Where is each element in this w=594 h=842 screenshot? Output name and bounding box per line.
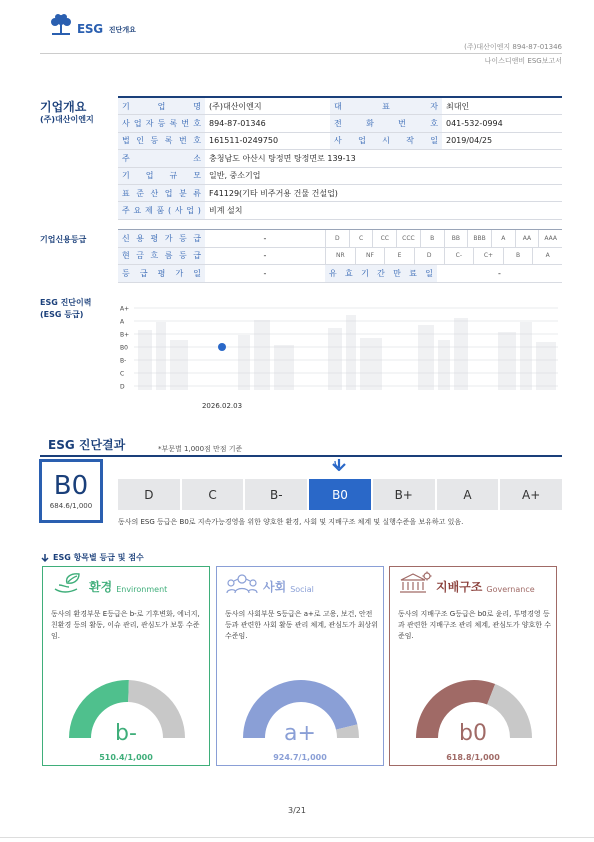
overview-label: 기 업 명 bbox=[118, 98, 205, 114]
result-note: *부문별 1,000점 만점 기준 bbox=[158, 445, 243, 453]
overview-label: 대 표 자 bbox=[330, 98, 442, 114]
credit-scale-cell: D bbox=[325, 230, 349, 247]
credit-scale-cell: C- bbox=[444, 248, 474, 265]
overview-row bbox=[118, 168, 562, 185]
overview-label: 사 업 시 작 일 bbox=[330, 133, 442, 149]
credit-row bbox=[118, 265, 562, 283]
credit-table bbox=[118, 229, 562, 283]
grade-pointer-icon bbox=[331, 458, 347, 476]
credit-scale-cell: AAA bbox=[538, 230, 562, 247]
credit-scale-cell: A bbox=[532, 248, 562, 265]
credit-scale-cell: D bbox=[414, 248, 444, 265]
result-description: 동사의 ESG 등급은 B0로 지속가능경영을 위한 양호한 환경, 사회 및 지배구조 체계 및 실행수준을 보유하고 있음. bbox=[118, 518, 464, 526]
logo-subtitle: 진단개요 bbox=[108, 26, 136, 34]
overall-score: 684.6/1,000 bbox=[49, 502, 93, 510]
items-title-text: ESG 항목별 등급 및 점수 bbox=[53, 553, 144, 562]
credit-date-label: 등 급 평 가 일 bbox=[118, 265, 205, 282]
grade-scale-cell: A bbox=[437, 479, 499, 510]
social-name: 사회 bbox=[263, 580, 287, 594]
header-company-line: (주)대산이엔지 894-87-01346 bbox=[464, 43, 562, 51]
social-grade: a+ bbox=[284, 721, 316, 746]
building-gear-icon bbox=[398, 571, 432, 595]
overview-value: (주)대산이엔지 bbox=[209, 101, 262, 111]
history-title-line1: ESG 진단이력 bbox=[40, 298, 92, 307]
overview-value: 일반, 중소기업 bbox=[209, 171, 261, 181]
history-point bbox=[218, 343, 226, 351]
result-divider bbox=[40, 455, 562, 457]
grade-scale-cell: A+ bbox=[500, 479, 562, 510]
credit-row bbox=[118, 230, 562, 248]
governance-desc: 동사의 지배구조 G등급은 b0로 윤리, 투명경영 등과 관련한 지배구조 관리 체계, 관심도가 양호한 수준임. bbox=[398, 610, 552, 640]
governance-card bbox=[389, 566, 557, 766]
logo-text: ESG bbox=[77, 22, 103, 36]
items-title bbox=[40, 552, 144, 563]
credit-expiry-value: - bbox=[498, 268, 501, 278]
overall-grade-box bbox=[39, 459, 103, 523]
credit-scale bbox=[325, 248, 562, 265]
history-y-label: B0 bbox=[120, 344, 128, 352]
social-card bbox=[216, 566, 384, 766]
overview-value: 비계 설치 bbox=[209, 206, 243, 216]
credit-value: - bbox=[263, 251, 267, 261]
history-y-label: B- bbox=[120, 357, 127, 365]
grade-scale-cell: D bbox=[118, 479, 180, 510]
governance-card-header bbox=[398, 571, 535, 595]
credit-scale-cell: E bbox=[384, 248, 414, 265]
overall-grade: B0 bbox=[53, 471, 89, 501]
credit-scale-cell: BB bbox=[444, 230, 468, 247]
credit-scale bbox=[325, 230, 562, 247]
overview-label: 기 업 규 모 bbox=[118, 168, 205, 184]
credit-scale-cell: B bbox=[420, 230, 444, 247]
grade-scale-cell: C bbox=[182, 479, 244, 510]
grade-scale-cell: B+ bbox=[373, 479, 435, 510]
credit-scale-cell: B bbox=[503, 248, 533, 265]
credit-scale-cell: AA bbox=[515, 230, 539, 247]
credit-label: 신 용 평 가 등 급 bbox=[118, 230, 205, 247]
history-y-label: C bbox=[120, 370, 125, 378]
header-divider bbox=[40, 53, 562, 54]
history-x-label: 2026.02.03 bbox=[201, 402, 243, 410]
credit-scale-cell: BBB bbox=[467, 230, 491, 247]
history-y-label: A bbox=[120, 318, 125, 326]
leaf-hand-icon bbox=[51, 571, 85, 595]
overview-title: 기업개요 bbox=[40, 100, 87, 114]
environment-eng: Environment bbox=[116, 585, 168, 594]
overview-value: 041-532-0994 bbox=[446, 119, 503, 129]
overview-value: 최대인 bbox=[446, 101, 470, 111]
overview-row bbox=[118, 133, 562, 150]
overview-label: 전 화 번 호 bbox=[330, 115, 442, 131]
credit-row bbox=[118, 248, 562, 266]
page-number: 3/21 bbox=[288, 806, 306, 815]
overview-row bbox=[118, 115, 562, 132]
governance-score: 618.8/1,000 bbox=[446, 753, 500, 762]
credit-scale-cell: C+ bbox=[473, 248, 503, 265]
social-eng: Social bbox=[290, 585, 314, 594]
overview-label: 사 업 자 등 록 번 호 bbox=[118, 115, 205, 131]
social-score: 924.7/1,000 bbox=[273, 753, 327, 762]
overview-label: 주 요 제 품 ( 사 업 ) bbox=[118, 202, 205, 218]
city-skyline-background bbox=[138, 315, 556, 390]
tree-logo-icon bbox=[48, 14, 74, 36]
history-y-label: A+ bbox=[120, 305, 130, 313]
credit-label: 현 금 흐 름 등 급 bbox=[118, 248, 205, 265]
history-title bbox=[40, 297, 92, 321]
history-y-label: B+ bbox=[120, 331, 130, 339]
overview-value: 충청남도 아산시 탕정면 탕정면로 139-13 bbox=[209, 153, 356, 163]
arrow-down-icon bbox=[40, 553, 50, 563]
credit-value: - bbox=[263, 233, 267, 243]
credit-date-value: - bbox=[263, 268, 267, 278]
esg-logo bbox=[48, 14, 136, 36]
governance-eng: Governance bbox=[486, 585, 535, 594]
social-card-header bbox=[225, 571, 314, 595]
grade-scale-cell: B- bbox=[245, 479, 307, 510]
social-desc: 동사의 사회부문 S등급은 a+로 고용, 보건, 안전 등과 관련한 사회 활동 관리 체계, 관심도가 최상위 수준임. bbox=[225, 610, 379, 640]
overview-row bbox=[118, 98, 562, 115]
environment-grade: b- bbox=[115, 721, 137, 746]
credit-scale-cell: CCC bbox=[396, 230, 420, 247]
governance-name: 지배구조 bbox=[436, 580, 483, 594]
overview-row bbox=[118, 185, 562, 202]
overview-value: F41129(기타 비주거용 건물 건설업) bbox=[209, 188, 338, 198]
environment-desc: 동사의 환경부문 E등급은 b-로 기후변화, 에너지, 친환경 등의 활동, 이슈 관리, 관심도가 보통 수준임. bbox=[51, 610, 200, 640]
credit-scale-cell: NF bbox=[355, 248, 385, 265]
credit-scale-cell: C bbox=[349, 230, 373, 247]
overview-value: 161511-0249750 bbox=[209, 136, 279, 146]
credit-expiry-label: 유 효 기 간 만 료 일 bbox=[325, 265, 437, 282]
history-chart bbox=[118, 300, 562, 410]
overview-row bbox=[118, 202, 562, 219]
overview-label: 표 준 산 업 분 류 bbox=[118, 185, 205, 201]
environment-card bbox=[42, 566, 210, 766]
result-title: ESG 진단결과 bbox=[48, 438, 126, 452]
grade-scale bbox=[118, 479, 562, 510]
overview-label: 주 소 bbox=[118, 150, 205, 166]
overview-label: 법 인 등 록 번 호 bbox=[118, 133, 205, 149]
people-network-icon bbox=[225, 571, 259, 595]
credit-scale-cell: CC bbox=[372, 230, 396, 247]
credit-title: 기업신용등급 bbox=[40, 235, 87, 244]
overview-value: 2019/04/25 bbox=[446, 136, 493, 146]
overview-value: 894-87-01346 bbox=[209, 119, 266, 129]
environment-score: 510.4/1,000 bbox=[99, 753, 153, 762]
grade-scale-cell: B0 bbox=[309, 479, 371, 510]
credit-scale-cell: A bbox=[491, 230, 515, 247]
credit-scale-cell: NR bbox=[325, 248, 355, 265]
history-title-line2: (ESG 등급) bbox=[40, 310, 84, 319]
header-report-line: 나이스디앤비 ESG보고서 bbox=[484, 57, 562, 65]
environment-card-header bbox=[51, 571, 167, 595]
overview-company: (주)대산이엔지 bbox=[40, 115, 94, 124]
environment-name: 환경 bbox=[89, 580, 113, 594]
overview-row bbox=[118, 150, 562, 167]
governance-grade: b0 bbox=[459, 721, 487, 746]
history-y-label: D bbox=[120, 383, 125, 391]
footer-divider bbox=[0, 837, 594, 838]
overview-table bbox=[118, 96, 562, 220]
